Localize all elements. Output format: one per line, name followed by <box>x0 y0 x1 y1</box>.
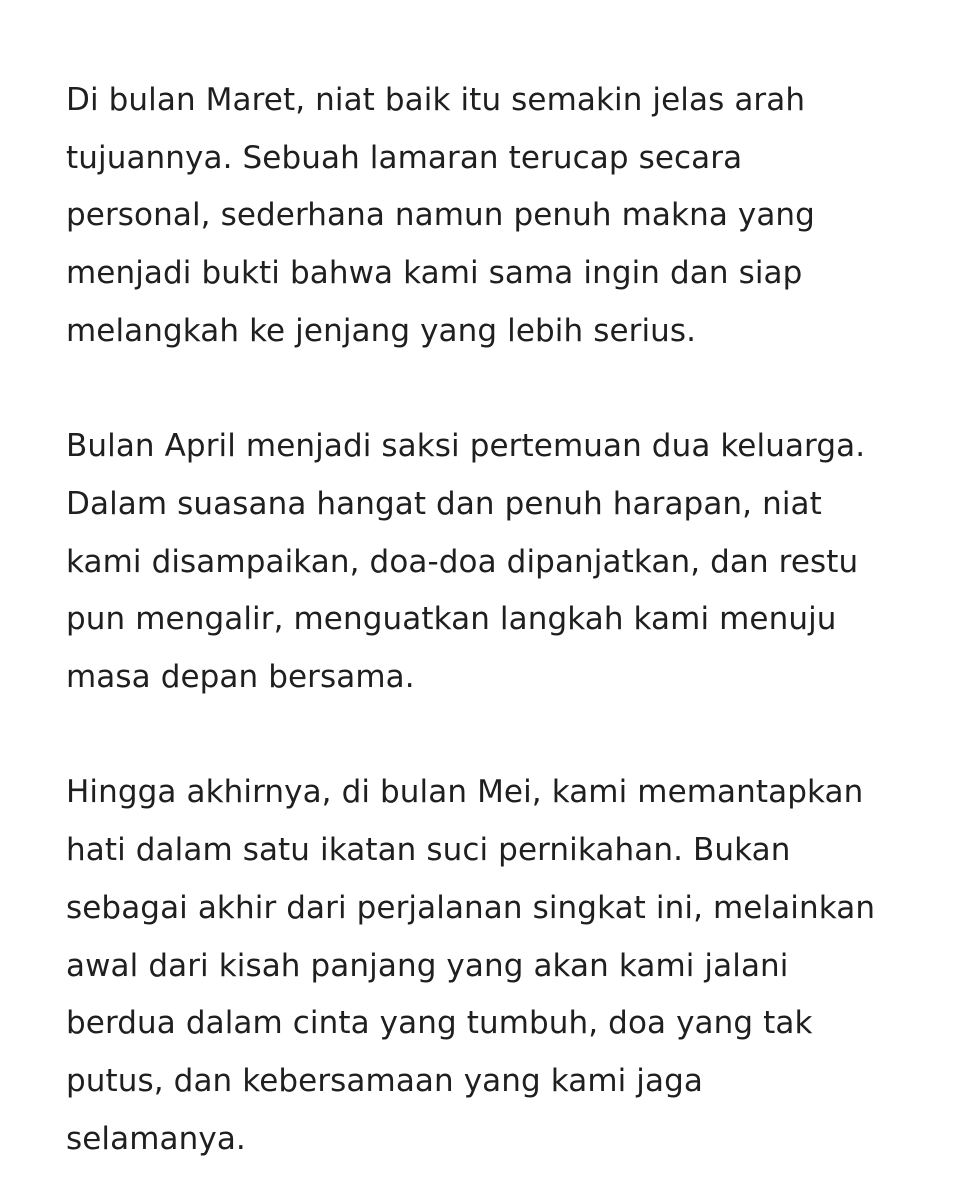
text-line: selamanya. <box>66 1120 246 1157</box>
paragraph-april <box>66 418 932 707</box>
text-line: tujuannya. Sebuah lamaran terucap secara <box>66 139 743 176</box>
text-line: kami disampaikan, doa-doa dipanjatkan, dan restu <box>66 543 859 580</box>
text-line: awal dari kisah panjang yang akan kami jalani <box>66 947 789 984</box>
text-line: berdua dalam cinta yang tumbuh, doa yang tak <box>66 1005 813 1042</box>
text-line: hati dalam satu ikatan suci pernikahan. Bukan <box>66 832 791 869</box>
text-line: melangkah ke jenjang yang lebih serius. <box>66 312 697 349</box>
text-line: menjadi bukti bahwa kami sama ingin dan siap <box>66 255 803 292</box>
text-line: Hingga akhirnya, di bulan Mei, kami memantapkan <box>66 774 864 811</box>
paragraph-may <box>66 764 932 1168</box>
text-line: pun mengalir, menguatkan langkah kami menuju <box>66 601 837 638</box>
text-line: personal, sederhana namun penuh makna yang <box>66 197 815 234</box>
text-line: Di bulan Maret, niat baik itu semakin jelas arah <box>66 82 806 118</box>
text-line: Dalam suasana hangat dan penuh harapan, niat <box>66 485 822 522</box>
text-line: sebagai akhir dari perjalanan singkat ini, melainkan <box>66 889 876 926</box>
paragraph-march <box>66 72 932 361</box>
text-line: masa depan bersama. <box>66 659 415 696</box>
text-line: putus, dan kebersamaan yang kami jaga <box>66 1062 703 1099</box>
text-line: Bulan April menjadi saksi pertemuan dua keluarga. <box>66 428 866 465</box>
